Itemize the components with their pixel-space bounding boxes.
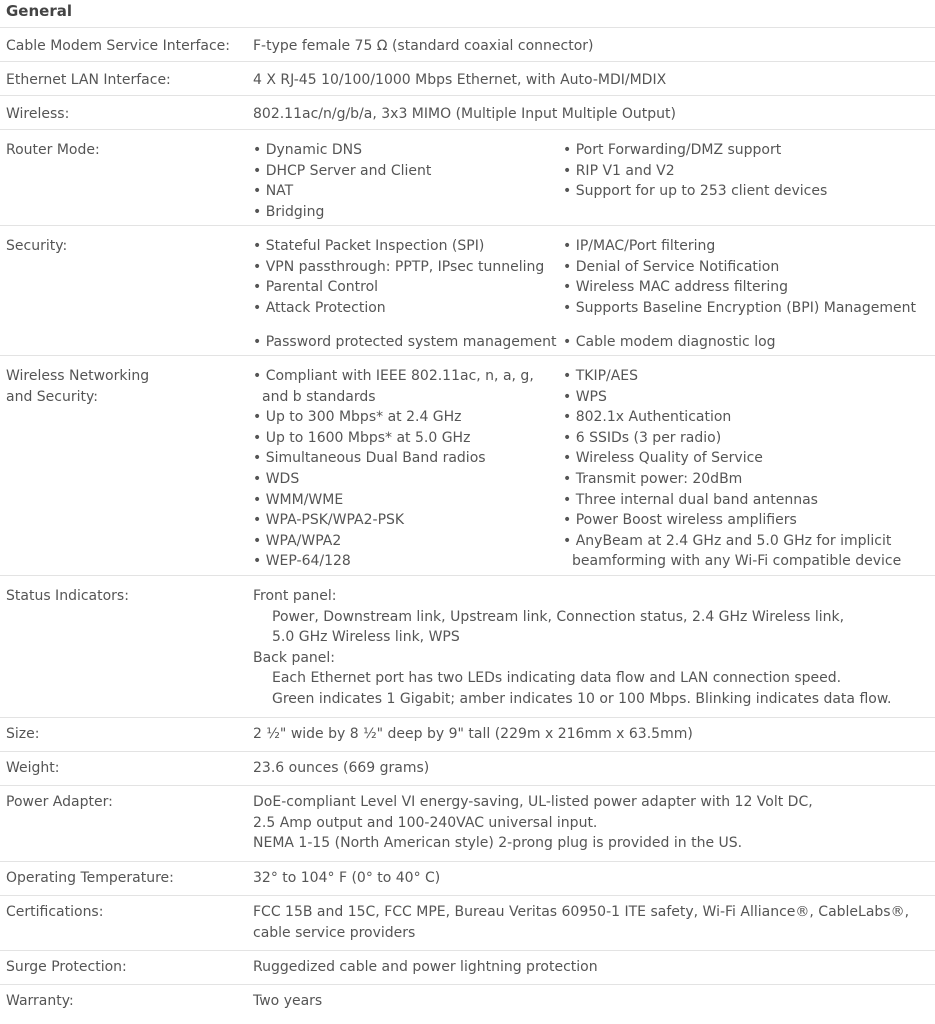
list-item: • AnyBeam at 2.4 GHz and 5.0 GHz for implicit [563,532,892,549]
security-list-1 [253,236,558,318]
security-extra-2 [563,332,933,353]
spec-label: Router Mode: [6,142,100,158]
spec-label: Cable Modem Service Interface: [6,38,231,54]
status-details [253,586,923,710]
back-panel-label: Back panel: [253,649,335,666]
spec-row-certifications [0,895,935,951]
list-item: • Wireless Quality of Service [563,450,763,467]
spec-row-surge [0,950,935,985]
list-item: • DHCP Server and Client [253,162,432,179]
spec-row-router-mode [0,129,935,226]
list-item: • Attack Protection [253,299,386,316]
list-item: • WPA/WPA2 [253,532,342,549]
list-item: • Transmit power: 20dBm [563,470,743,487]
spec-label: Security: [6,238,68,254]
spec-label: Weight: [6,760,60,776]
list-item: • WMM/WME [253,491,344,508]
power-details [253,792,923,854]
spec-label: Wireless: [6,106,70,122]
router-mode-list-2 [563,140,933,202]
spec-value: 23.6 ounces (669 grams) [253,760,430,776]
list-item: • Port Forwarding/DMZ support [563,142,782,158]
spec-label: Certifications: [6,904,104,920]
list-item: • WEP-64/128 [253,553,351,570]
list-item: • Compliant with IEEE 802.11ac, n, a, g, [253,368,534,384]
list-item: • IP/MAC/Port filtering [563,238,716,254]
list-item: • TKIP/AES [563,368,639,384]
spec-row-wireless-networking [0,355,935,576]
power-text: NEMA 1-15 (North American style) 2-prong plug is provided in the US. [253,835,743,852]
section-heading: General [6,2,72,20]
spec-value: 802.11ac/n/g/b/a, 3x3 MIMO (Multiple Input Multiple Output) [253,106,676,122]
spec-row-ethernet [0,61,935,96]
wireless-networking-list-1 [253,366,558,572]
spec-label: Status Indicators: [6,588,129,604]
spec-row-wireless [0,95,935,130]
router-mode-list-1 [253,140,558,222]
list-item: • NAT [253,183,294,200]
spec-label: Surge Protection: [6,959,127,975]
list-item: • WPS [563,388,607,405]
power-text: 2.5 Amp output and 100-240VAC universal input. [253,814,598,831]
list-item: • RIP V1 and V2 [563,162,675,179]
spec-row-weight [0,751,935,786]
spec-row-warranty [0,984,935,1019]
list-item: • Three internal dual band antennas [563,491,818,508]
power-text: DoE-compliant Level VI energy-saving, UL-listed power adapter with 12 Volt DC, [253,794,813,810]
list-item: • Simultaneous Dual Band radios [253,450,486,467]
list-item: • Power Boost wireless amplifiers [563,512,797,529]
list-item: • Password protected system management [253,334,557,350]
back-panel-text: Each Ethernet port has two LEDs indicating data flow and LAN connection speed. [272,670,842,687]
list-item: • Up to 1600 Mbps* at 5.0 GHz [253,429,471,446]
front-panel-text: 5.0 GHz Wireless link, WPS [272,629,460,646]
spec-row-size [0,717,935,752]
list-item: • Bridging [253,203,325,220]
spec-label-line: Wireless Networking [6,368,150,384]
certifications-text: FCC 15B and 15C, FCC MPE, Bureau Veritas 60950-1 ITE safety, Wi-Fi Alliance®, CableLabs®, [253,904,910,920]
spec-value: Ruggedized cable and power lightning protection [253,959,598,975]
spec-value: F-type female 75 Ω (standard coaxial connector) [253,38,594,54]
list-item: • WDS [253,470,300,487]
front-panel-label: Front panel: [253,588,337,604]
spec-value: 32° to 104° F (0° to 40° C) [253,870,441,886]
security-list-2 [563,236,933,318]
spec-row-security [0,225,935,356]
spec-value: 2 ½" wide by 8 ½" deep by 9" tall (229m x 216mm x 63.5mm) [253,726,693,742]
list-item: • WPA-PSK/WPA2-PSK [253,512,405,529]
list-item: • Wireless MAC address filtering [563,279,789,296]
list-item: • Cable modem diagnostic log [563,334,776,350]
spec-value: Two years [253,993,323,1009]
spec-row-status [0,575,935,718]
spec-label: Ethernet LAN Interface: [6,72,171,88]
list-item: • Dynamic DNS [253,142,363,158]
spec-row-temperature [0,861,935,896]
list-item: and b standards [262,388,376,405]
spec-label-line: and Security: [6,388,98,405]
security-extra-1 [253,332,558,353]
spec-label: Operating Temperature: [6,870,174,886]
back-panel-text: Green indicates 1 Gigabit; amber indicates 10 or 100 Mbps. Blinking indicates data flow. [272,690,892,707]
list-item: • Up to 300 Mbps* at 2.4 GHz [253,409,462,426]
spec-label [6,366,246,407]
list-item: • 6 SSIDs (3 per radio) [563,429,722,446]
spec-label: Warranty: [6,993,74,1009]
list-item: • Stateful Packet Inspection (SPI) [253,238,485,254]
list-item: • VPN passthrough: PPTP, IPsec tunneling [253,258,545,275]
certifications-text: cable service providers [253,924,416,941]
certifications-details [253,902,923,943]
wireless-networking-list-2 [563,366,933,572]
list-item: • Parental Control [253,279,379,296]
list-item: • Supports Baseline Encryption (BPI) Management [563,299,916,316]
spec-value: 4 X RJ-45 10/100/1000 Mbps Ethernet, with Auto-MDI/MDIX [253,72,667,88]
spec-label: Power Adapter: [6,794,113,810]
list-item: • 802.1x Authentication [563,409,732,426]
list-item: • Support for up to 253 client devices [563,183,828,200]
spec-row-cable-modem [0,27,935,62]
list-item: • Denial of Service Notification [563,258,780,275]
front-panel-text: Power, Downstream link, Upstream link, Connection status, 2.4 GHz Wireless link, [272,608,845,625]
spec-label: Size: [6,726,40,742]
list-item: beamforming with any Wi-Fi compatible device [572,553,902,570]
spec-row-power [0,785,935,862]
